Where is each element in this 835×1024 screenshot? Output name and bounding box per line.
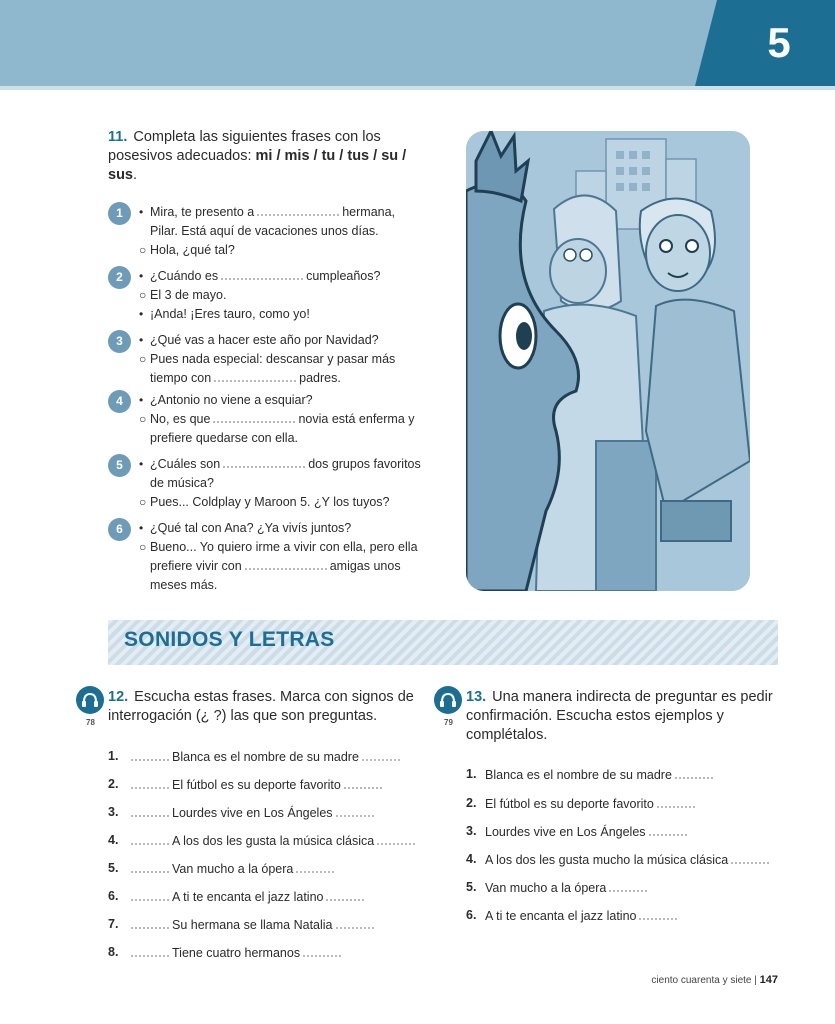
item-number-badge: 6 — [108, 518, 131, 541]
answer-blank[interactable] — [377, 832, 415, 845]
exercise-number: 13. — [466, 689, 487, 705]
exercise-number: 11. — [108, 129, 128, 145]
answer-blank[interactable] — [221, 267, 303, 280]
item-number-badge: 3 — [108, 330, 131, 353]
answer-blank[interactable] — [223, 455, 305, 468]
section-banner — [108, 620, 778, 665]
answer-blank[interactable] — [303, 944, 341, 957]
list-item: 3. Lourdes vive en Los Ángeles — [466, 823, 690, 840]
exercise-number: 12. — [108, 689, 129, 705]
list-item: 2. El fútbol es su deporte favorito — [466, 795, 698, 812]
list-item: 3. Lourdes vive en Los Ángeles — [108, 804, 377, 821]
list-item: 1. Blanca es el nombre de su madre — [466, 766, 716, 783]
list-item: 6. A ti te encanta el jazz latino — [108, 888, 367, 905]
answer-blank[interactable] — [344, 776, 382, 789]
answer-blank[interactable] — [214, 369, 296, 382]
page-number-text: ciento cuarenta y siete — [651, 975, 752, 986]
exercise-item: 3 • ¿Qué vas a hacer este año por Navidad? ○ Pues nada especial: descansar y pasar más tiempo con padres. — [108, 331, 428, 388]
answer-blank[interactable] — [675, 766, 713, 779]
answer-blank[interactable] — [245, 557, 327, 570]
exercise-13-instruction: 13. Una manera indirecta de preguntar es pedir confirmación. Escucha estos ejemplos y complétalos. — [466, 689, 773, 743]
answer-blank[interactable] — [639, 907, 677, 920]
exercise-item: 6 • ¿Qué tal con Ana? ¿Ya vivís juntos? ○ Bueno... Yo quiero irme a vivir con ella, pero ella prefiere vivir con amigas unos meses más. — [108, 519, 428, 595]
item-number-badge: 5 — [108, 454, 131, 477]
answer-blank[interactable] — [131, 748, 169, 761]
list-item: 2. El fútbol es su deporte favorito — [108, 776, 385, 793]
item-number-badge: 4 — [108, 390, 131, 413]
section-title: SONIDOS Y LETRAS — [124, 628, 335, 651]
exercise-item: 5 • ¿Cuáles son dos grupos favoritos de música? ○ Pues... Coldplay y Maroon 5. ¿Y los tuyos? — [108, 455, 428, 512]
answer-blank[interactable] — [336, 916, 374, 929]
answer-blank[interactable] — [609, 879, 647, 892]
answer-blank[interactable] — [296, 860, 334, 873]
list-item: 6. A ti te encanta el jazz latino — [466, 907, 680, 924]
page-footer — [651, 974, 778, 986]
header-shadow — [0, 86, 835, 90]
answer-blank[interactable] — [326, 888, 364, 901]
answer-blank[interactable] — [731, 851, 769, 864]
answer-blank[interactable] — [131, 916, 169, 929]
page-number: 147 — [759, 974, 778, 986]
exercise-11-instruction: 11. Completa las siguientes frases con los posesivos adecuados: mi / mis / tu / tus / su / sus. — [108, 129, 407, 183]
audio-track-number: 79 — [444, 718, 453, 727]
list-item: 4. A los dos les gusta mucho la música clásica — [466, 851, 772, 868]
exercise-item: 4 • ¿Antonio no viene a esquiar? ○ No, es que novia está enferma y prefiere quedarse con ella. — [108, 391, 428, 448]
unit-number: 5 — [767, 19, 791, 66]
list-item: 5. Van mucho a la ópera — [108, 860, 337, 877]
answer-blank[interactable] — [336, 804, 374, 817]
answer-blank[interactable] — [131, 944, 169, 957]
answer-blank[interactable] — [131, 860, 169, 873]
audio-track-icon[interactable] — [434, 686, 462, 714]
audio-track-number: 78 — [86, 718, 95, 727]
list-item: 4. A los dos les gusta la música clásica — [108, 832, 418, 849]
answer-blank[interactable] — [257, 203, 339, 216]
answer-blank[interactable] — [131, 776, 169, 789]
illustration — [466, 131, 750, 591]
exercise-item: 2 • ¿Cuándo es cumpleaños? ○ El 3 de mayo. • ¡Anda! ¡Eres tauro, como yo! — [108, 267, 428, 324]
answer-blank[interactable] — [213, 410, 295, 423]
answer-blank[interactable] — [131, 888, 169, 901]
answer-blank[interactable] — [657, 795, 695, 808]
possessive-options: mi / mis / tu / tus / su / sus — [108, 148, 407, 183]
exercise-12-instruction: 12. Escucha estas frases. Marca con signos de interrogación (¿ ?) las que son preguntas. — [108, 689, 414, 724]
answer-blank[interactable] — [131, 804, 169, 817]
item-number-badge: 2 — [108, 266, 131, 289]
answer-blank[interactable] — [362, 748, 400, 761]
answer-blank[interactable] — [131, 832, 169, 845]
item-number-badge: 1 — [108, 202, 131, 225]
exercise-item: 1 • Mira, te presento a hermana, Pilar. Está aquí de vacaciones unos días. ○ Hola, ¿qué tal? — [108, 203, 428, 260]
list-item: 5. Van mucho a la ópera — [466, 879, 650, 896]
footer-separator: | — [754, 975, 757, 986]
list-item: 7. Su hermana se llama Natalia — [108, 916, 377, 933]
audio-track-icon[interactable] — [76, 686, 104, 714]
list-item: 8. Tiene cuatro hermanos — [108, 944, 344, 961]
answer-blank[interactable] — [649, 823, 687, 836]
list-item: 1. Blanca es el nombre de su madre — [108, 748, 403, 765]
cartoon-people-illustration — [466, 131, 750, 591]
